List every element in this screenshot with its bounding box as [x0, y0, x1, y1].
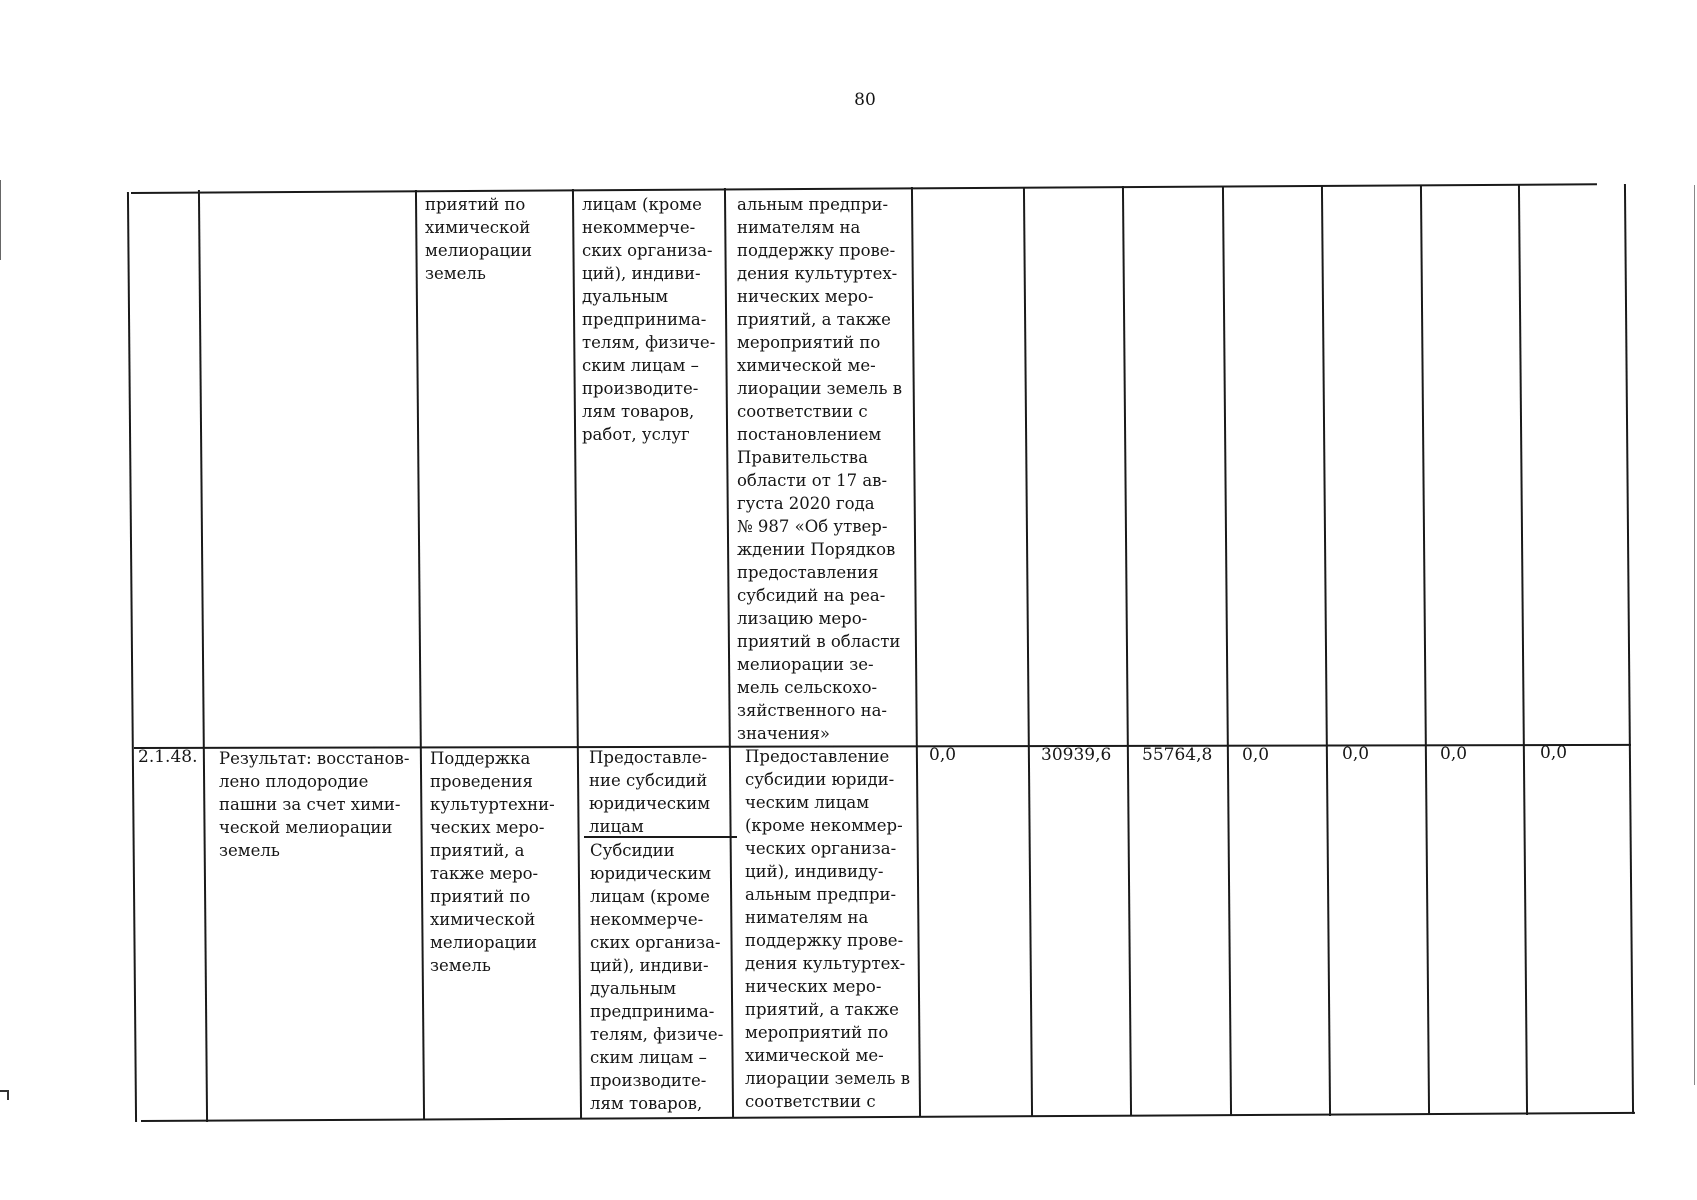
support-text: Поддержка проведения культуртехни- ческих меро- приятий, а также меро- приятий по химической мелиорации земель	[430, 749, 555, 975]
column-border	[572, 189, 582, 1119]
result-text: Результат: восстанов- лено плодородие пашни за счет хими- ческой мелиорации земель	[219, 749, 410, 860]
value-cell: 0,0	[929, 745, 957, 765]
table-bottom-border	[141, 1112, 1635, 1122]
value-cell: 0,0	[1540, 743, 1568, 763]
column-border	[415, 190, 425, 1120]
subsidy-text: Субсидии юридическим лицам (кроме некоммерче- ских организа- ций), индиви- дуальным предпринима- телям, физиче- ским лицам – производите- лям товаров,	[590, 841, 724, 1113]
column-border	[127, 192, 137, 1122]
continuation-description-text: альным предпри- нимателям на поддержку прове- дения культуртех- нических меро- приятий, а также мероприятий по химической ме- лиорации земель в соответствии с постановлением Правительства области от 17 ав- густа 2020 года № 987 «Об утвер- ждении Порядков предоставления субсидий на реа- лизацию меро- приятий в области мелиорации зе- мель сельскохо- зяйственного на- значения»	[737, 195, 903, 743]
column-border	[1624, 184, 1634, 1114]
row-number: 2.1.48.	[138, 747, 198, 767]
column-border	[1222, 186, 1232, 1116]
scan-edge-mark	[1694, 185, 1695, 1085]
scan-edge-mark	[0, 180, 1, 260]
value-cell: 0,0	[1440, 744, 1468, 764]
value-cell: 55764,8	[1142, 745, 1213, 765]
continuation-recipients-text: лицам (кроме некоммерче- ских организа- ций), индиви- дуальным предпринима- телям, физиче- ским лицам – производите- лям товаров, работ, услуг	[582, 195, 716, 444]
value-cell: 30939,6	[1041, 745, 1112, 765]
column-border	[198, 190, 208, 1122]
value-cell: 0,0	[1242, 745, 1270, 765]
column-border	[1420, 185, 1430, 1115]
description-text: Предоставление субсидии юриди- ческим лицам (кроме некоммер- ческих организа- ций), индивиду- альным предпри- нимателям на поддержку прове- дения культуртех- нических меро- приятий, а также мероприятий по химической ме- лиорации земель в соответствии с	[745, 747, 911, 1111]
column-border	[1122, 186, 1132, 1116]
column-border	[1518, 185, 1528, 1115]
continuation-measure-text: приятий по химической мелиорации земель	[425, 195, 533, 283]
page-number: 80	[854, 90, 876, 110]
column-border	[1321, 186, 1331, 1116]
value-cell: 0,0	[1342, 744, 1370, 764]
column-border	[1023, 187, 1033, 1117]
scan-edge-mark	[7, 1090, 9, 1100]
provision-text: Предоставле- ние субсидий юридическим лицам	[589, 748, 711, 836]
